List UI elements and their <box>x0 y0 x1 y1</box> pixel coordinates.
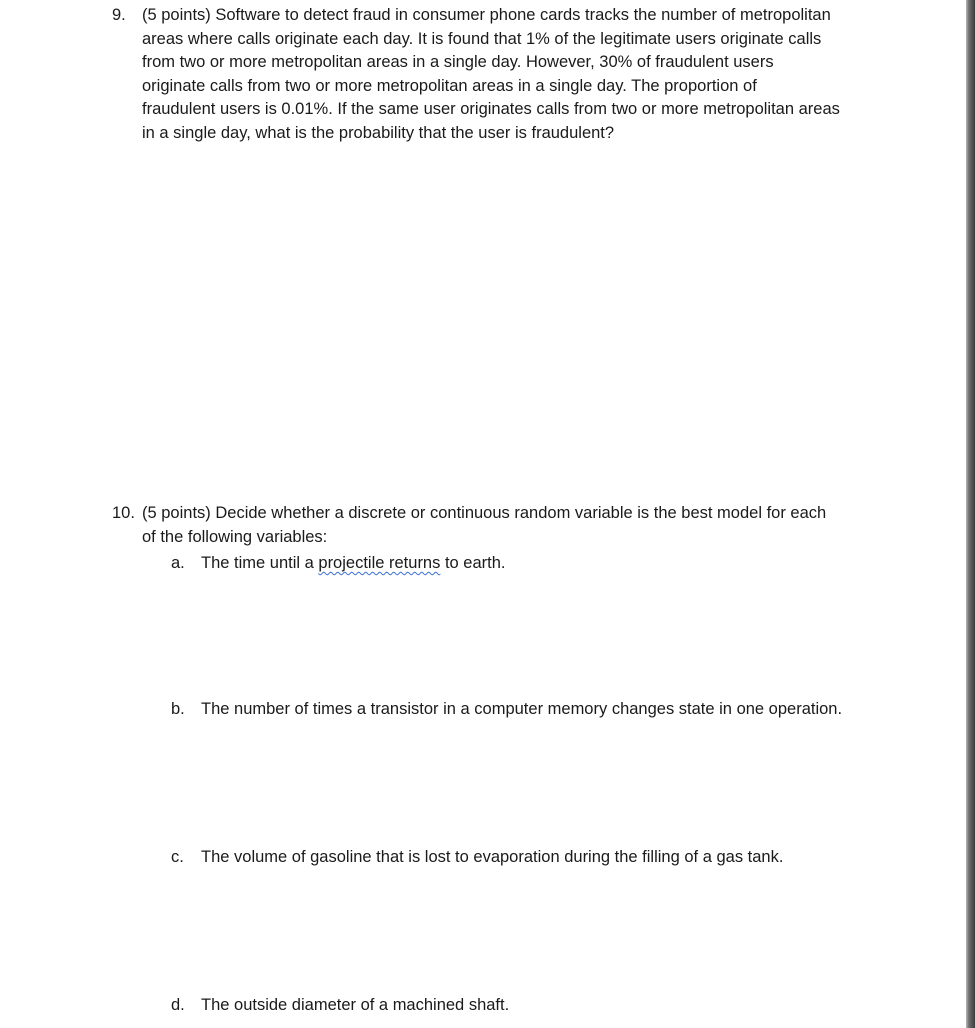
question-text <box>142 4 852 146</box>
list-item-text: The outside diameter of a machined shaft. <box>201 996 510 1014</box>
question-text-line: originate calls from two or more metropolitan areas in a single day. The proportion of <box>142 76 757 95</box>
question-text-line: from two or more metropolitan areas in a single day. However, 30% of fraudulent users <box>142 53 774 72</box>
list-item-letter: a. <box>171 554 185 572</box>
question-text-line: areas where calls originate each day. It is found that 1% of the legitimate users originate calls <box>142 29 822 48</box>
question-text-line: of the following variables: <box>142 527 328 546</box>
question-text-line: in a single day, what is the probability that the user is fraudulent? <box>142 123 615 142</box>
question-number: 10. <box>112 504 135 522</box>
list-item-text <box>201 552 506 576</box>
page-edge-shadow <box>966 0 975 1028</box>
question-text-line: (5 points) Software to detect fraud in consumer phone cards tracks the number of metropolitan <box>142 6 831 24</box>
list-item-text-end: to earth. <box>440 554 506 572</box>
list-item-text-start: The time until a <box>201 554 319 572</box>
question-text <box>142 502 852 549</box>
question-text-line: (5 points) Decide whether a discrete or continuous random variable is the best model for each <box>142 504 827 522</box>
list-item-letter: b. <box>171 700 185 718</box>
list-item-text: The number of times a transistor in a computer memory changes state in one operation. <box>201 700 843 718</box>
list-item-letter: d. <box>171 996 185 1014</box>
list-item-text: The volume of gasoline that is lost to evaporation during the filling of a gas tank. <box>201 848 784 866</box>
spellcheck-flagged-phrase[interactable]: projectile returns <box>318 554 441 572</box>
list-item-letter: c. <box>171 848 184 866</box>
question-number: 9. <box>112 6 126 24</box>
question-text-line: fraudulent users is 0.01%. If the same user originates calls from two or more metropolitan areas <box>142 100 840 119</box>
